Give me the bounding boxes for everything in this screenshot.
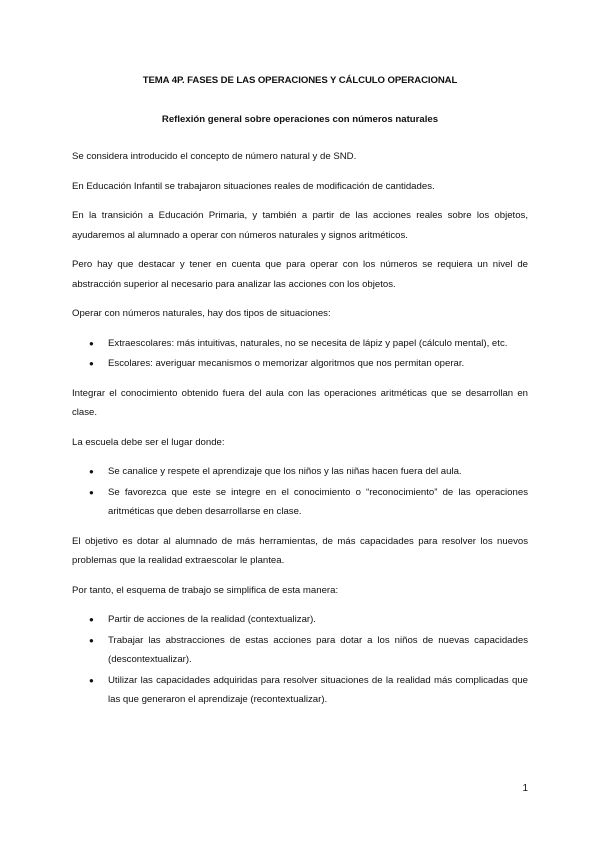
list-item-text: Extraescolares: más intuitivas, naturales, no se necesita de lápiz y papel (cálculo mental), etc. (108, 337, 508, 349)
list-item-text: Partir de acciones de la realidad (contextualizar). (108, 614, 316, 625)
bullet-icon: ● (89, 615, 94, 624)
bullet-icon: ● (89, 487, 94, 497)
list-item-text: Utilizar las capacidades adquiridas para resolver situaciones de la realidad más complicadas que las que generaron el aprendizaje (recontextualizar). (108, 674, 528, 705)
bullet-icon: ● (89, 359, 94, 368)
list-item (72, 462, 528, 482)
paragraph-esquema: Por tanto, el esquema de trabajo se simplifica de esta manera: (72, 584, 339, 596)
list-item (72, 354, 528, 374)
paragraph-objetivo: El objetivo es dotar al alumnado de más herramientas, de más capacidades para resolver los nuevos problemas que la realidad extraescolar le plantea. (72, 535, 528, 566)
list-item (72, 334, 528, 354)
bullet-icon: ● (89, 467, 94, 476)
bullet-icon: ● (89, 675, 94, 685)
paragraph-integrar: Integrar el conocimiento obtenido fuera del aula con las operaciones aritméticas que se desarrollan en clase. (72, 387, 528, 418)
page-number: 1 (522, 783, 528, 794)
list-item-text: Se canalice y respete el aprendizaje que los niños y las niñas hacen fuera del aula. (108, 466, 462, 477)
list-item-text: Se favorezca que este se integre en el conocimiento o “reconocimiento” de las operaciones aritméticas que deben desarrollarse en clase. (108, 486, 528, 517)
list-item (72, 671, 528, 710)
paragraph-tipos-situaciones: Operar con números naturales, hay dos tipos de situaciones: (72, 308, 331, 319)
paragraph-abstraccion: Pero hay que destacar y tener en cuenta que para operar con los números se requiera un nivel de abstracción superior al necesario para analizar las acciones con los objetos. (72, 259, 528, 290)
list-item (72, 610, 528, 630)
bullet-icon: ● (89, 338, 94, 348)
list-item-text: Trabajar las abstracciones de estas acciones para dotar a los niños de nuevas capacidades (descontextualizar). (108, 634, 528, 665)
escuela-list (72, 462, 528, 522)
bullet-icon: ● (89, 635, 94, 645)
document-title: TEMA 4P. FASES DE LAS OPERACIONES Y CÁLCULO OPERACIONAL (142, 75, 458, 86)
list-item-text: Escolares: averiguar mecanismos o memorizar algoritmos que nos permitan operar. (108, 358, 465, 369)
section-subtitle: Reflexión general sobre operaciones con números naturales (161, 113, 439, 125)
page-content (72, 71, 528, 720)
paragraph-escuela: La escuela debe ser el lugar donde: (72, 436, 225, 448)
paragraph-infantil: En Educación Infantil se trabajaron situaciones reales de modificación de cantidades. (72, 180, 435, 192)
paragraph-transicion: En la transición a Educación Primaria, y también a partir de las acciones reales sobre los objetos, ayudaremos al alumnado a operar con números naturales y signos aritméticos. (72, 210, 528, 241)
esquema-list (72, 610, 528, 710)
paragraph-snd: Se considera introducido el concepto de número natural y de SND. (72, 151, 357, 162)
list-item (72, 483, 528, 522)
list-item (72, 631, 528, 670)
situaciones-list (72, 334, 528, 374)
